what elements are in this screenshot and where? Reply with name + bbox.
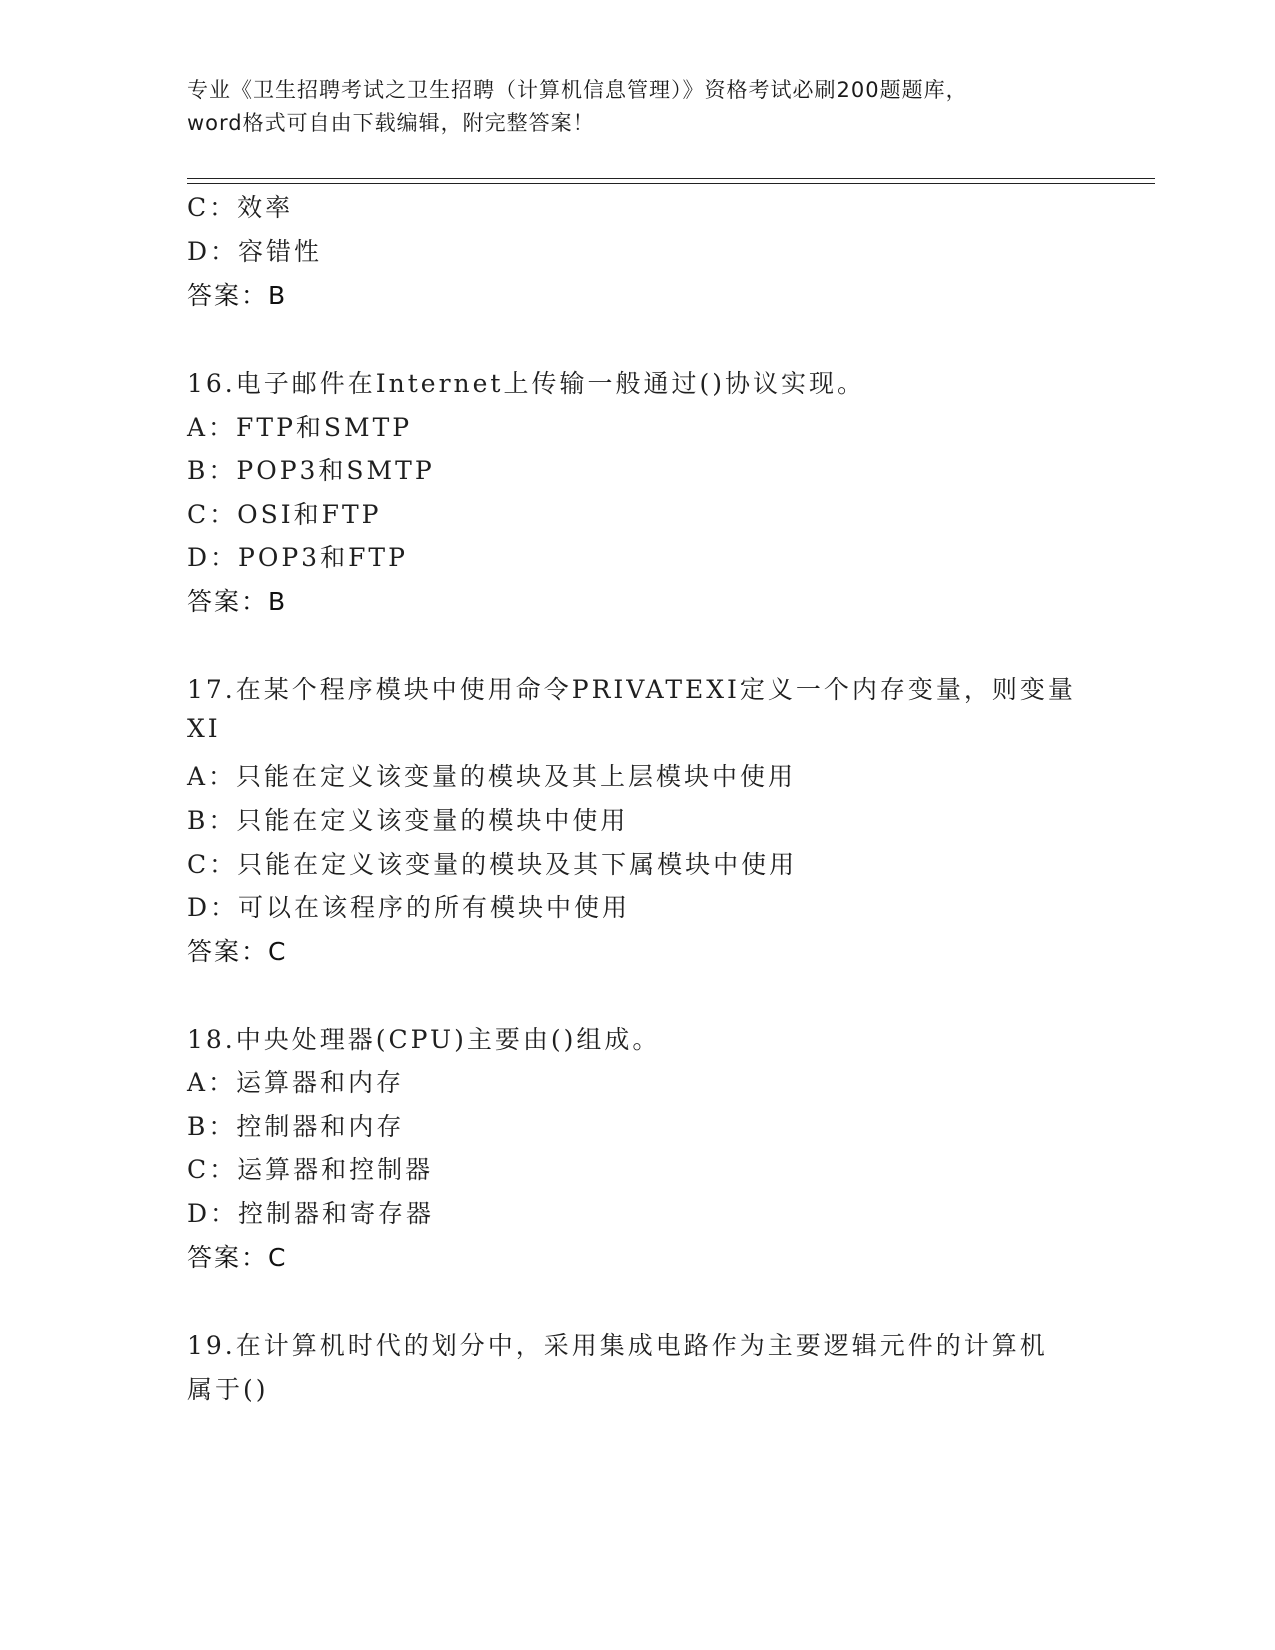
q15-option-d: D：容错性	[187, 237, 323, 266]
q17-stem-line-2: XI	[187, 714, 221, 743]
q18-answer: 答案：C	[187, 1243, 288, 1272]
q18-option-b: B：控制器和内存	[187, 1112, 405, 1141]
q18-option-d: D：控制器和寄存器	[187, 1199, 435, 1228]
q18-stem: 18.中央处理器(CPU)主要由()组成。	[187, 1025, 661, 1054]
q19-stem-line-2: 属于()	[187, 1375, 269, 1404]
header-title-line-1: 专业《卫生招聘考试之卫生招聘（计算机信息管理）》资格考试必刷200题题库，	[187, 78, 968, 102]
q18-option-c: C：运算器和控制器	[187, 1155, 434, 1184]
q17-answer: 答案：C	[187, 937, 288, 966]
q16-option-a: A：FTP和SMTP	[187, 413, 413, 442]
q15-answer: 答案：B	[187, 281, 288, 310]
q17-option-a: A：只能在定义该变量的模块及其上层模块中使用	[187, 762, 797, 791]
q16-answer: 答案：B	[187, 587, 288, 616]
header-title-line-2: word格式可自由下载编辑，附完整答案！	[187, 111, 595, 135]
q16-option-b: B：POP3和SMTP	[187, 456, 435, 485]
header-divider-top	[187, 178, 1155, 179]
q15-option-c: C：效率	[187, 193, 294, 222]
q16-option-d: D：POP3和FTP	[187, 543, 408, 572]
q18-option-a: A：运算器和内存	[187, 1068, 405, 1097]
q17-option-d: D：可以在该程序的所有模块中使用	[187, 893, 631, 922]
q17-option-c: C：只能在定义该变量的模块及其下属模块中使用	[187, 850, 798, 879]
q19-stem-line-1: 19.在计算机时代的划分中，采用集成电路作为主要逻辑元件的计算机	[187, 1331, 1048, 1360]
q16-option-c: C：OSI和FTP	[187, 500, 382, 529]
q17-option-b: B：只能在定义该变量的模块中使用	[187, 806, 629, 835]
q17-stem-line-1: 17.在某个程序模块中使用命令PRIVATEXI定义一个内存变量，则变量	[187, 675, 1076, 704]
q16-stem: 16.电子邮件在Internet上传输一般通过()协议实现。	[187, 369, 865, 398]
document-header	[187, 74, 1087, 140]
header-divider-bottom	[187, 183, 1155, 184]
